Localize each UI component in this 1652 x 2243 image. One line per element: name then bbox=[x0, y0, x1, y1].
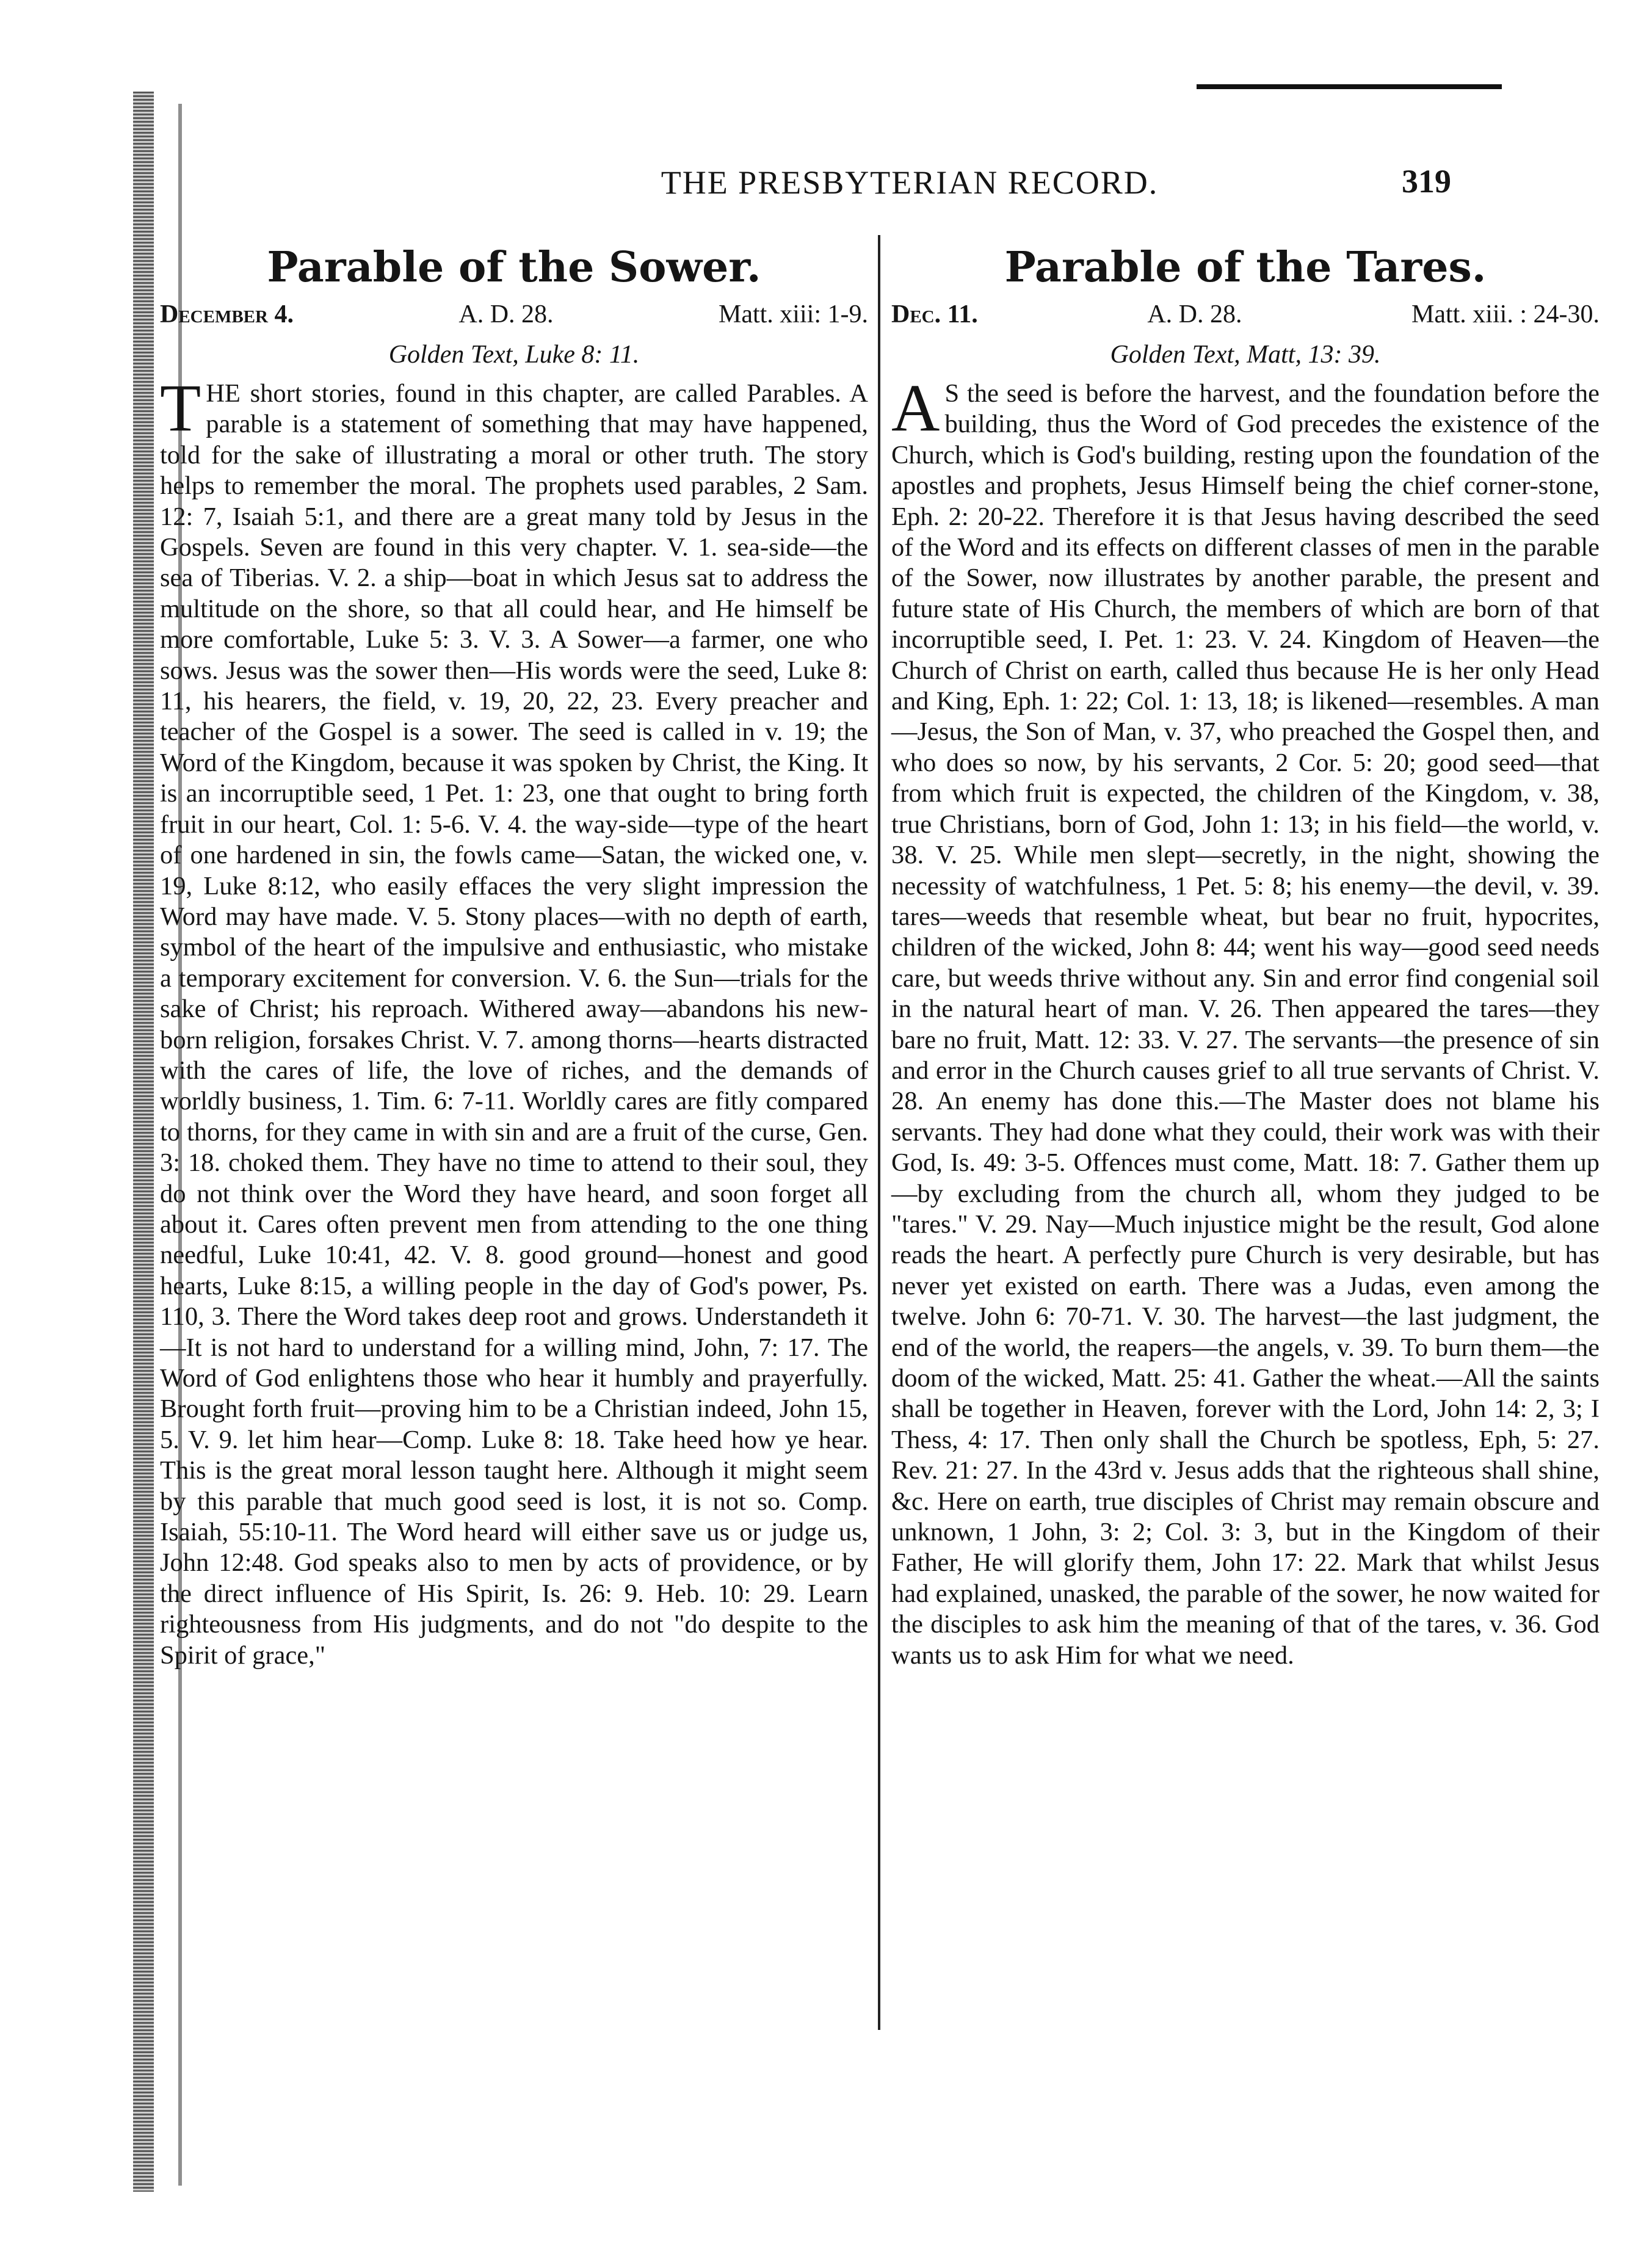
left-body-text: HE short stories, found in this chapter, are called Parables. A parable is a statement of something that may have happened, told for the sake of illustrating a moral or other truth. The story helps to remember the moral. The prophets used parables, 2 Sam. 12: 7, Isaiah 5:1, and there are a great many told by Jesus in the Gospels. Seven are found in this very chapter. V. 1. sea-side—the sea of Tiberias. V. 2. a ship—boat in which Jesus sat to address the multitude on the shore, so that all could hear, and He himself be more comfortable, Luke 5: 3. V. 3. A Sower—a farmer, one who sows. Jesus was the sower then—His words were the seed, Luke 8: 11, his hearers, the field, v. 19, 20, 22, 23. Every preacher and teacher of the Gospel is a sower. The seed is called in v. 19; the Word of the Kingdom, because it was spoken by Christ, the King. It is an incorruptible seed, 1 Pet. 1: 23, one that ought to bring forth fruit in our heart, Col. 1: 5-6. V. 4. the way-side—type of the heart of one hardened in sin, the fowls came—Satan, the wicked one, v. 19, Luke 8:12, who easily effaces the very slight impression the Word may have made. V. 5. Stony places—with no depth of earth, symbol of the heart of the impulsive and enthusiastic, who mistake a temporary excitement for conversion. V. 6. the Sun—trials for the sake of Christ; his reproach. Withered away—abandons his new-born religion, forsakes Christ. V. 7. among thorns—hearts distracted with the cares of life, the love of riches, and the demands of worldly business, 1. Tim. 6: 7-11. Worldly cares are fitly compared to thorns, for they came in with sin and are a fruit of the curse, Gen. 3: 18. choked them. They have no time to attend to their soul, they do not think over the Word they have heard, and soon forget all about it. Cares often prevent men from attending to the one thing needful, Luke 10:41, 42. V. 8. good ground—honest and good hearts, Luke 8:15, a willing people in the day of God's power, Ps. 110, 3. There the Word takes deep root and grows. Understandeth it—It is not hard to understand for a willing mind, John, 7: 17. The Word of God enlightens those who hear it humbly and prayerfully. Brought forth fruit—proving him to be a Christian indeed, John 15, 5. V. 9. let him hear—Comp. Luke 8: 18. Take heed how ye hear. This is the great moral lesson taught here. Although it might seem by this parable that much good seed is lost, it is not so. Comp. Isaiah, 55:10-11. The Word heard will either save us or judge us, John 12:48. God speaks also to men by acts of providence, or by the direct influence of His Spirit, Is. 26: 9. Heb. 10: 29. Learn righteousness from His judgments, and do not "do despite to the Spirit of grace," bbox=[160, 379, 868, 1670]
left-column-title: Parable of the Sower. bbox=[267, 243, 761, 292]
running-head: THE PRESBYTERIAN RECORD. bbox=[661, 164, 1159, 201]
header-rule bbox=[1197, 84, 1502, 89]
left-drop-cap: T bbox=[160, 371, 201, 445]
right-column bbox=[891, 239, 1599, 1671]
left-lesson-date: December 4. bbox=[160, 300, 294, 328]
right-lesson-reference: Matt. xiii. : 24-30. bbox=[1411, 300, 1599, 328]
left-golden-text: Golden Text, Luke 8: 11. bbox=[388, 341, 640, 369]
right-column-title: Parable of the Tares. bbox=[1004, 243, 1487, 292]
right-golden-text: Golden Text, Matt, 13: 39. bbox=[1110, 341, 1381, 369]
left-column bbox=[160, 239, 868, 1671]
right-drop-cap: A bbox=[891, 371, 940, 445]
left-lesson-meta bbox=[160, 295, 868, 333]
right-body bbox=[891, 371, 1599, 1671]
page-number: 319 bbox=[1402, 163, 1451, 200]
column-divider bbox=[878, 235, 880, 2030]
right-lesson-date: Dec. 11. bbox=[891, 300, 978, 328]
left-lesson-reference: Matt. xiii: 1-9. bbox=[718, 300, 868, 328]
left-lesson-year: A. D. 28. bbox=[458, 300, 554, 328]
right-lesson-year: A. D. 28. bbox=[1147, 300, 1242, 328]
left-body bbox=[160, 371, 868, 1671]
right-lesson-meta bbox=[891, 295, 1599, 333]
right-body-text: S the seed is before the harvest, and the foundation before the building, thus the Word of God precedes the existence of the Church, which is God's building, resting upon the foundation of the apostles and prophets, Jesus Himself being the chief corner-stone, Eph. 2: 20-22. Therefore it is that Jesus having described the seed of the Word and its effects on different classes of men in the parable of the Sower, now illustrates by another parable, the present and future state of His Church, the members of which are born of that incorruptible seed, I. Pet. 1: 23. V. 24. Kingdom of Heaven—the Church of Christ on earth, called thus because He is her only Head and King, Eph. 1: 22; Col. 1: 13, 18; is likened—resembles. A man—Jesus, the Son of Man, v. 37, who preached the Gospel then, and who does so now, by his servants, 2 Cor. 5: 20; good seed—that from which fruit is expected, the children of the Kingdom, v. 38, true Christians, born of God, John 1: 13; in his field—the world, v. 38. V. 25. While men slept—secretly, in the night, showing the necessity of watchfulness, 1 Pet. 5: 8; his enemy—the devil, v. 39. tares—weeds that resemble wheat, but bear no fruit, hypocrites, children of the wicked, John 8: 44; went his way—good seed needs care, but weeds thrive without any. Sin and error find congenial soil in the natural heart of man. V. 26. Then appeared the tares—they bare no fruit, Matt. 12: 33. V. 27. The servants—the presence of sin and error in the Church causes grief to all true servants of Christ. V. 28. An enemy has done this.—The Master does not blame his servants. They had done what they could, their work was with their God, Is. 49: 3-5. Offences must come, Matt. 18: 7. Gather them up—by excluding from the church all, whom they judged to be "tares." V. 29. Nay—Much injustice might be the result, God alone reads the heart. A perfectly pure Church is very desirable, but has never yet existed on earth. There was a Judas, even among the twelve. John 6: 70-71. V. 30. The harvest—the last judgment, the end of the world, the reapers—the angels, v. 39. To burn them—the doom of the wicked, Matt. 25: 41. Gather the wheat.—All the saints shall be together in Heaven, forever with the Lord, John 14: 2, 3; I Thess, 4: 17. Then only shall the Church be spotless, Eph, 5: 27. Rev. 21: 27. In the 43rd v. Jesus adds that the righteous shall shine, &c. Here on earth, true disciples of Christ may remain obscure and unknown, 1 John, 3: 2; Col. 3: 3, but in the Kingdom of their Father, He will glorify them, John 17: 22. Mark that whilst Jesus had explained, unasked, the parable of the sower, he now waited for the disciples to ask him the meaning of that of the tares, v. 36. God wants us to ask Him for what we need. bbox=[891, 379, 1599, 1670]
binding-edge bbox=[133, 92, 154, 2192]
